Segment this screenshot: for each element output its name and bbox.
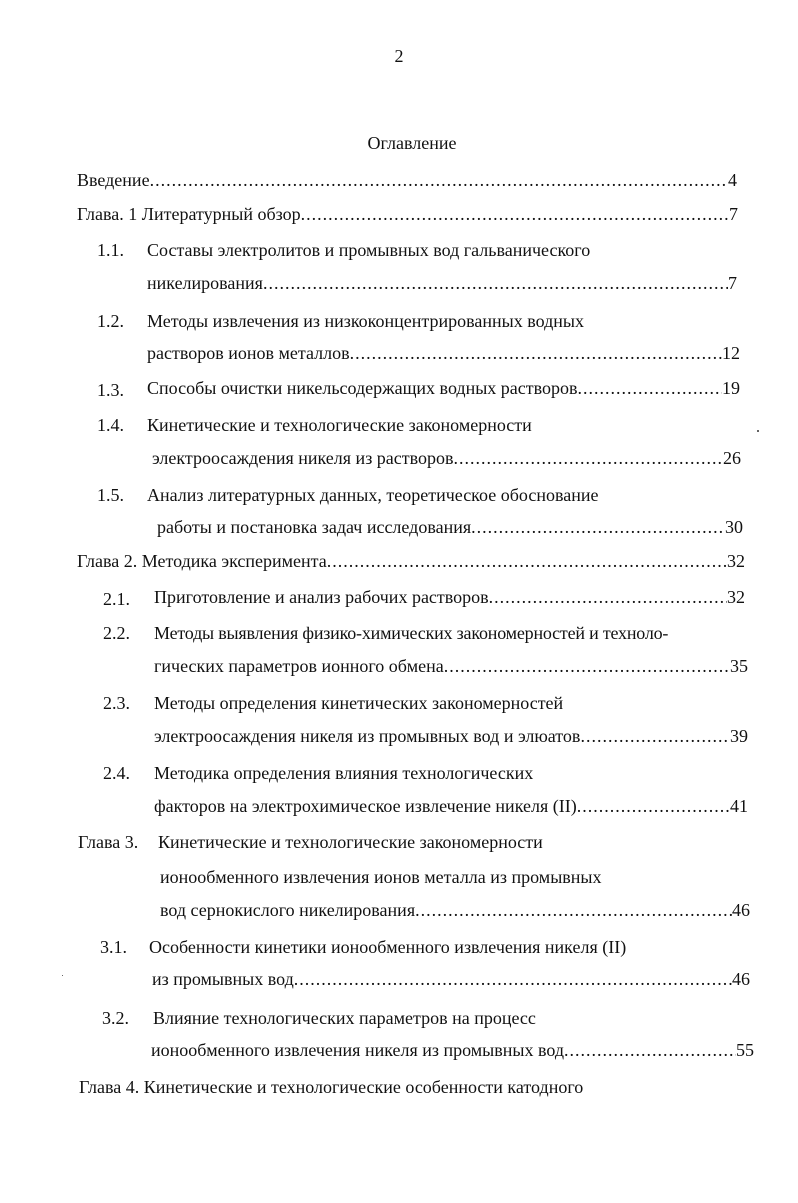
toc-label: ионообменного извлечения никеля из промывных вод — [151, 1040, 565, 1060]
toc-leader — [454, 448, 723, 469]
page-number: 2 — [394, 46, 404, 66]
toc-leader — [263, 273, 728, 294]
toc-leader — [350, 343, 722, 364]
toc-leader — [301, 204, 729, 225]
toc-label: Способы очистки никельсодержащих водных растворов — [147, 378, 578, 398]
toc-label: Глава 2. Методика эксперимента — [77, 551, 327, 571]
toc-leader — [415, 900, 732, 921]
toc-entry-3-2 — [151, 1040, 754, 1064]
toc-label: Методы извлечения из низкоконцентрированных водных — [147, 311, 584, 331]
toc-entry-chapter-3 — [160, 900, 750, 924]
toc-entry-1-5 — [157, 517, 743, 541]
toc-entry-2-2 — [154, 656, 748, 680]
toc-label: электроосаждения никеля из растворов — [152, 448, 454, 468]
toc-leader — [578, 378, 722, 399]
scan-speck — [757, 430, 759, 432]
toc-number: 1.1. — [97, 240, 124, 260]
toc-label: Введение — [77, 170, 150, 190]
toc-entry-1-1 — [147, 273, 737, 297]
toc-page: 30 — [725, 517, 743, 537]
toc-page: 46 — [732, 900, 750, 920]
toc-entry-chapter-1 — [77, 204, 738, 228]
toc-entry-2-4 — [154, 796, 748, 820]
toc-entry-1-4 — [152, 448, 741, 472]
toc-page: 7 — [728, 273, 737, 293]
toc-number: 1.4. — [97, 415, 124, 435]
toc-label: Глава 3. — [78, 832, 139, 852]
page-title: Оглавление — [367, 133, 457, 153]
toc-entry-3-1 — [152, 969, 750, 993]
toc-page: 39 — [730, 726, 748, 746]
toc-label: факторов на электрохимическое извлечение никеля (II) — [154, 796, 577, 816]
toc-label: электроосаждения никеля из промывных вод и элюатов — [154, 726, 581, 746]
toc-leader — [580, 726, 730, 747]
toc-number: 3.1. — [100, 937, 127, 957]
toc-label: Кинетические и технологические закономерности — [158, 832, 543, 852]
toc-label: вод сернокислого никелирования — [160, 900, 416, 920]
toc-page: 32 — [727, 587, 745, 607]
toc-page: 46 — [732, 969, 750, 989]
toc-number: 2.1. — [103, 589, 130, 609]
toc-label: Кинетические и технологические закономерности — [147, 415, 532, 435]
toc-entry-1-3 — [147, 378, 740, 402]
toc-leader — [150, 170, 728, 191]
toc-label: никелирования — [147, 273, 263, 293]
toc-number: 2.2. — [103, 623, 130, 643]
toc-page: 7 — [729, 204, 738, 224]
toc-page: 32 — [727, 551, 745, 571]
toc-label: ионообменного извлечения ионов металла из промывных — [160, 867, 602, 887]
toc-label: Составы электролитов и промывных вод гальванического — [147, 240, 591, 260]
toc-leader — [489, 587, 727, 608]
toc-number: 1.5. — [97, 485, 124, 505]
toc-label: растворов ионов металлов — [147, 343, 350, 363]
toc-entry-intro — [77, 170, 737, 194]
scan-speck — [62, 975, 63, 976]
toc-entry-2-3 — [154, 726, 748, 750]
toc-number: 3.2. — [102, 1008, 129, 1028]
toc-label: из промывных вод — [152, 969, 294, 989]
toc-number: 1.3. — [97, 380, 124, 400]
toc-label: Глава. 1 Литературный обзор — [77, 204, 301, 224]
toc-label: гических параметров ионного обмена — [154, 656, 444, 676]
toc-label: Влияние технологических параметров на процесс — [153, 1008, 536, 1028]
toc-page: 35 — [730, 656, 748, 676]
toc-leader — [564, 1040, 736, 1061]
toc-page: 19 — [722, 378, 740, 398]
toc-leader — [577, 796, 730, 817]
toc-page: 41 — [730, 796, 748, 816]
toc-label: Особенности кинетики ионообменного извлечения никеля (II) — [149, 937, 627, 957]
toc-number: 2.3. — [103, 693, 130, 713]
toc-entry-2-1 — [154, 587, 745, 611]
toc-leader — [444, 656, 730, 677]
toc-leader — [471, 517, 725, 538]
toc-label: Методика определения влияния технологических — [154, 763, 534, 783]
toc-label: Глава 4. Кинетические и технологические особенности катодного — [79, 1077, 584, 1097]
toc-label: Методы определения кинетических закономерностей — [154, 693, 564, 713]
toc-label: Приготовление и анализ рабочих растворов — [154, 587, 489, 607]
toc-leader — [327, 551, 727, 572]
toc-entry-chapter-2 — [77, 551, 745, 575]
toc-page: 4 — [728, 170, 737, 190]
toc-label: Анализ литературных данных, теоретическое обоснование — [147, 485, 599, 505]
toc-page: 55 — [736, 1040, 754, 1060]
toc-leader — [294, 969, 732, 990]
toc-label: Методы выявления физико-химических закономерностей и техноло- — [154, 623, 669, 643]
toc-number: 2.4. — [103, 763, 130, 783]
toc-page: 12 — [722, 343, 740, 363]
toc-label: работы и постановка задач исследования — [157, 517, 472, 537]
toc-number: 1.2. — [97, 311, 124, 331]
toc-page: 26 — [723, 448, 741, 468]
toc-entry-1-2 — [147, 343, 740, 367]
